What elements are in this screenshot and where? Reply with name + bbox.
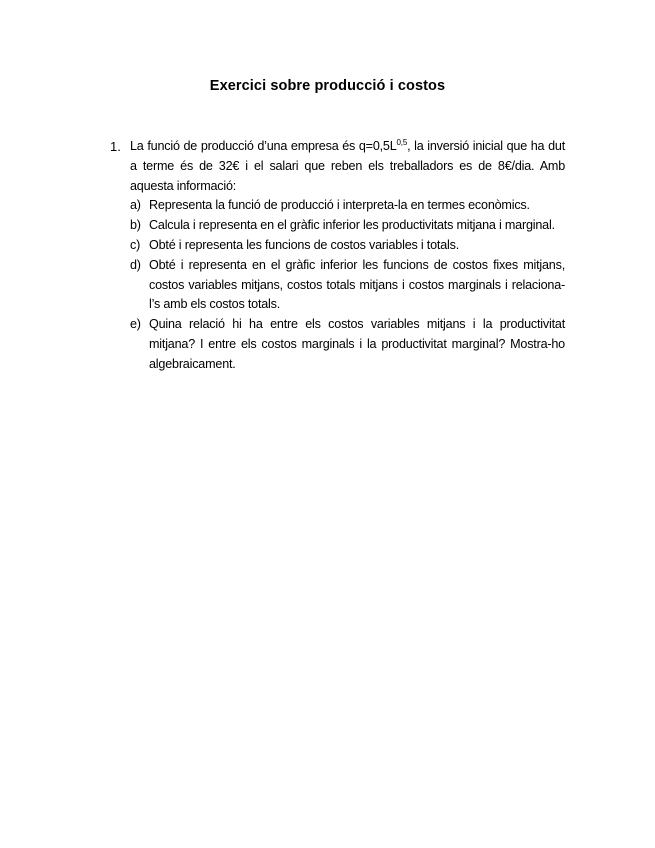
sub-question-text: Obté i representa les funcions de costos variables i totals. (149, 237, 460, 252)
question-1 (110, 137, 565, 375)
question-number: 1. (110, 139, 121, 154)
exponent: 0,5 (396, 138, 408, 147)
sub-question-letter: e) (130, 317, 141, 332)
sub-question-c (110, 236, 565, 256)
sub-question-e (110, 315, 565, 374)
sub-question-letter: d) (130, 257, 141, 272)
sub-question-text: Quina relació hi ha entre els costos variables mitjans i la productivitat mitjana? I entre els costos marginals i la productivitat marginal? Mostra-ho algebraicament. (149, 317, 565, 371)
sub-question-list (110, 196, 565, 374)
sub-question-a (110, 196, 565, 216)
sub-question-text: Calcula i representa en el gràfic inferior les productivitats mitjana i marginal. (149, 218, 555, 233)
document-title: Exercici sobre producció i costos (209, 78, 446, 94)
question-intro (130, 137, 565, 196)
sub-question-text: Obté i representa en el gràfic inferior les funcions de costos fixes mitjans, costos variables mitjans, costos totals mitjans i costos marginals i relaciona-l’s amb els costos totals. (149, 257, 565, 312)
sub-question-b (110, 216, 565, 236)
sub-question-letter: a) (130, 198, 141, 213)
sub-question-d (110, 256, 565, 315)
sub-question-letter: c) (130, 237, 141, 252)
sub-question-text: Representa la funció de producció i interpreta-la en termes econòmics. (149, 198, 530, 213)
sub-question-letter: b) (130, 218, 141, 233)
question-intro-part2: , la inversió inicial que ha dut a terme és de 32€ i el salari que reben els treballadors es de 8€/dia. Amb aquesta informació: (130, 139, 565, 193)
question-intro-part1: La funció de producció d’una empresa és q=0,5L (130, 139, 397, 153)
